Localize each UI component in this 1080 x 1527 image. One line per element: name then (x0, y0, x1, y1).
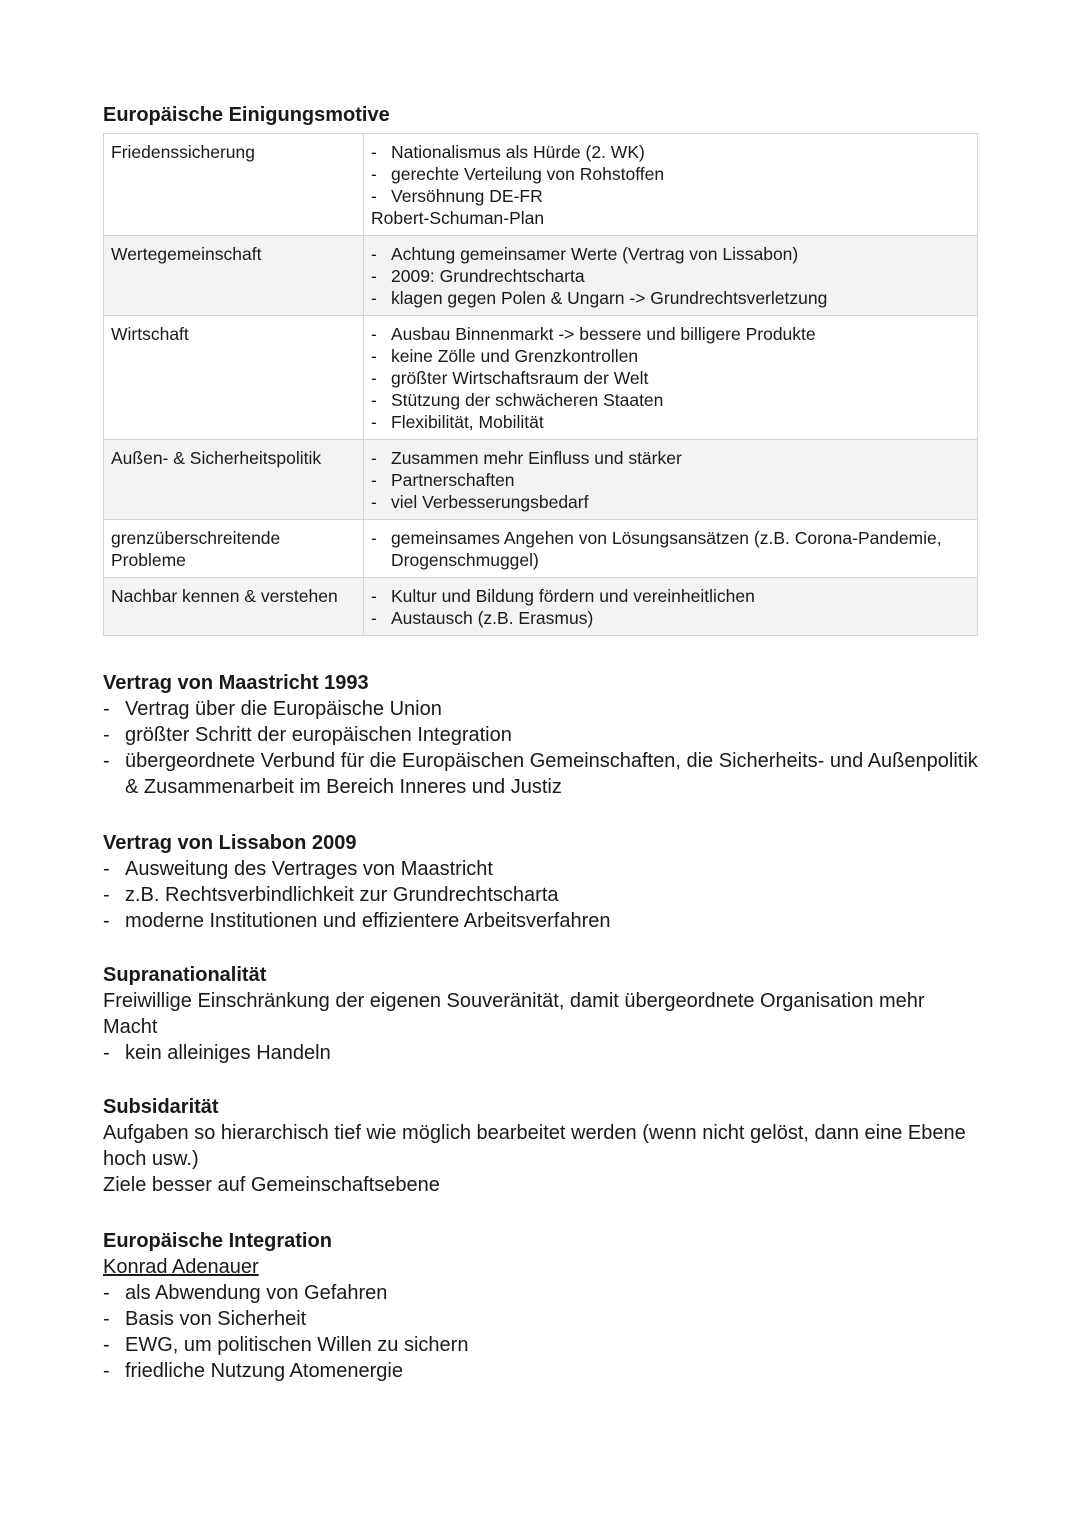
document-page (103, 102, 978, 1384)
table-row (104, 236, 978, 316)
cell-note: Robert-Schuman-Plan (371, 208, 545, 228)
supranationalitaet-section (103, 962, 978, 1066)
table-row (104, 316, 978, 440)
list-item: - Achtung gemeinsamer Werte (Vertrag von Lissabon) (371, 243, 970, 265)
list-item: - viel Verbesserungsbedarf (371, 491, 970, 513)
list-item: - moderne Institutionen und effizientere Arbeitsverfahren (103, 908, 978, 934)
table-cell-category: grenzüberschreitende Probleme (104, 520, 364, 578)
subsidiaritaet-heading: Subsidarität (103, 1096, 219, 1118)
table-cell-points (364, 316, 978, 440)
table-cell-points (364, 236, 978, 316)
list-item: - größter Wirtschaftsraum der Welt (371, 367, 970, 389)
lissabon-heading: Vertrag von Lissabon 2009 (103, 832, 357, 854)
list-item: - Austausch (z.B. Erasmus) (371, 607, 970, 629)
table-row (104, 520, 978, 578)
integration-heading: Europäische Integration (103, 1230, 332, 1252)
list-item: - Versöhnung DE-FR (371, 185, 970, 207)
table-cell-category: Friedenssicherung (104, 134, 364, 236)
table-cell-points (364, 440, 978, 520)
table-cell-points (364, 578, 978, 636)
list-item: - 2009: Grundrechtscharta (371, 265, 970, 287)
list-item: - Ausweitung des Vertrages von Maastricht (103, 856, 978, 882)
list-item: - als Abwendung von Gefahren (103, 1280, 978, 1306)
list-item: - gemeinsames Angehen von Lösungsansätzen (z.B. Corona-Pandemie, Drogenschmuggel) (371, 527, 970, 571)
list-item: - gerechte Verteilung von Rohstoffen (371, 163, 970, 185)
integration-subtitle: Konrad Adenauer (103, 1256, 259, 1278)
subsidiaritaet-text: Aufgaben so hierarchisch tief wie möglich bearbeitet werden (wenn nicht gelöst, dann eine Ebene hoch usw.) (103, 1122, 966, 1170)
table-row (104, 578, 978, 636)
motive-section (103, 102, 978, 636)
table-row (104, 134, 978, 236)
motive-table (103, 133, 978, 636)
list-item: - Kultur und Bildung fördern und vereinheitlichen (371, 585, 970, 607)
integration-section (103, 1228, 978, 1384)
motive-heading: Europäische Einigungsmotive (103, 104, 390, 126)
table-cell-points (364, 520, 978, 578)
list-item: - kein alleiniges Handeln (103, 1040, 978, 1066)
table-cell-points (364, 134, 978, 236)
table-row (104, 440, 978, 520)
list-item: - übergeordnete Verbund für die Europäischen Gemeinschaften, die Sicherheits- und Außenpolitik & Zusammenarbeit im Bereich Inneres und Justiz (103, 748, 978, 800)
list-item: - keine Zölle und Grenzkontrollen (371, 345, 970, 367)
supranationalitaet-text: Freiwillige Einschränkung der eigenen Souveränität, damit übergeordnete Organisation mehr Macht (103, 990, 925, 1038)
list-item: - Basis von Sicherheit (103, 1306, 978, 1332)
list-item: - Stützung der schwächeren Staaten (371, 389, 970, 411)
table-cell-category: Außen- & Sicherheitspolitik (104, 440, 364, 520)
list-item: - EWG, um politischen Willen zu sichern (103, 1332, 978, 1358)
supranationalitaet-heading: Supranationalität (103, 964, 267, 986)
list-item: - z.B. Rechtsverbindlichkeit zur Grundrechtscharta (103, 882, 978, 908)
list-item: - klagen gegen Polen & Ungarn -> Grundrechtsverletzung (371, 287, 970, 309)
lissabon-section (103, 830, 978, 934)
list-item: - friedliche Nutzung Atomenergie (103, 1358, 978, 1384)
subsidiaritaet-text-2: Ziele besser auf Gemeinschaftsebene (103, 1174, 440, 1196)
list-item: - Flexibilität, Mobilität (371, 411, 970, 433)
table-cell-category: Wirtschaft (104, 316, 364, 440)
list-item: - Partnerschaften (371, 469, 970, 491)
maastricht-section (103, 670, 978, 800)
maastricht-heading: Vertrag von Maastricht 1993 (103, 672, 369, 694)
list-item: - Nationalismus als Hürde (2. WK) (371, 141, 970, 163)
subsidiaritaet-section (103, 1094, 978, 1198)
table-cell-category: Wertegemeinschaft (104, 236, 364, 316)
table-cell-category: Nachbar kennen & verstehen (104, 578, 364, 636)
list-item: - Ausbau Binnenmarkt -> bessere und billigere Produkte (371, 323, 970, 345)
list-item: - Zusammen mehr Einfluss und stärker (371, 447, 970, 469)
list-item: - Vertrag über die Europäische Union (103, 696, 978, 722)
list-item: - größter Schritt der europäischen Integration (103, 722, 978, 748)
